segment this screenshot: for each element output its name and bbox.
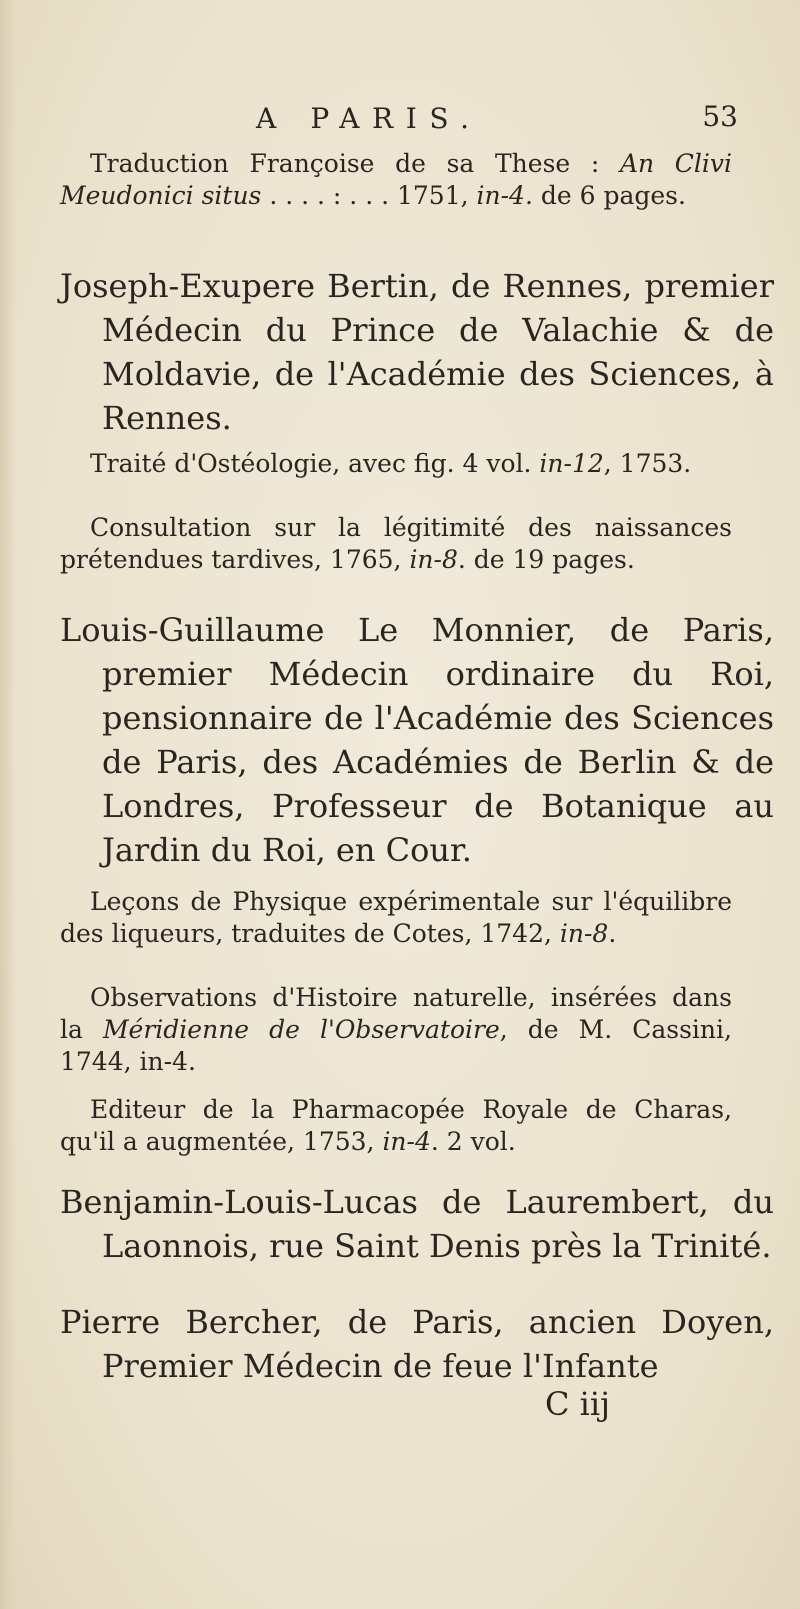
author-bertin: Joseph-Exupere Bertin, de Rennes, premier Médecin du Prince de Valachie & de Moldavie, de l'Académie des Sciences, à Rennes. xyxy=(60,267,774,437)
page-header xyxy=(60,100,740,140)
work-tail: . 2 vol. xyxy=(430,1127,516,1156)
translation-title: An Clivi Meudonici situs xyxy=(60,149,732,210)
work-text: Observations d'Histoire naturelle, insérées dans la xyxy=(60,983,732,1044)
translation-entry xyxy=(60,148,732,212)
translation-date: . . . . : . . . 1751, xyxy=(261,181,477,210)
work-format: in-4 xyxy=(382,1127,431,1156)
work-observations xyxy=(60,982,732,1078)
work-consultation xyxy=(60,512,732,576)
work-lecons-physique xyxy=(60,886,732,950)
translation-text: Traduction Françoise de sa These : xyxy=(90,149,620,178)
work-text: Editeur de la Pharmacopée Royale de Charas, qu'il a augmentée, 1753, xyxy=(60,1095,732,1156)
work-pharmacopee xyxy=(60,1094,732,1158)
work-format: in-12 xyxy=(539,449,604,478)
page-number: 53 xyxy=(702,100,738,133)
author-laurembert: Benjamin-Louis-Lucas de Laurembert, du Laonnois, rue Saint Denis près la Trinité. xyxy=(60,1183,774,1265)
page-gutter-shadow xyxy=(0,0,16,1609)
running-head: A PARIS. xyxy=(256,102,482,135)
translation-format: in-4. xyxy=(476,181,533,210)
work-title: Méridienne de l'Observatoire xyxy=(102,1015,500,1044)
work-text: Traité d'Ostéologie, avec fig. 4 vol. xyxy=(90,449,540,478)
work-text: Consultation sur la légitimité des naissances prétendues tardives, 1765, xyxy=(60,513,732,574)
author-le-monnier: Louis-Guillaume Le Monnier, de Paris, premier Médecin ordinaire du Roi, pensionnaire de l'Académie des Sciences de Paris, des Académies de Berlin & de Londres, Professeur de Botanique au Jardin du Roi, en Cour. xyxy=(60,611,774,869)
translation-pages: de 6 pages. xyxy=(532,181,686,210)
work-format: in-8 xyxy=(409,545,458,574)
work-format: in-8 xyxy=(559,919,609,948)
work-tail: . xyxy=(608,919,617,948)
signature-mark: C iij xyxy=(544,1385,610,1423)
work-tail: . de 19 pages. xyxy=(457,545,635,574)
work-tail: , 1753. xyxy=(603,449,692,478)
work-osteologie xyxy=(60,448,732,480)
work-text: Leçons de Physique expérimentale sur l'équilibre des liqueurs, traduites de Cotes, 1742, xyxy=(60,887,732,948)
author-bercher: Pierre Bercher, de Paris, ancien Doyen, Premier Médecin de feue l'Infante xyxy=(60,1303,774,1385)
work-tail: , de M. Cassini, 1744, in-4. xyxy=(60,1015,732,1076)
